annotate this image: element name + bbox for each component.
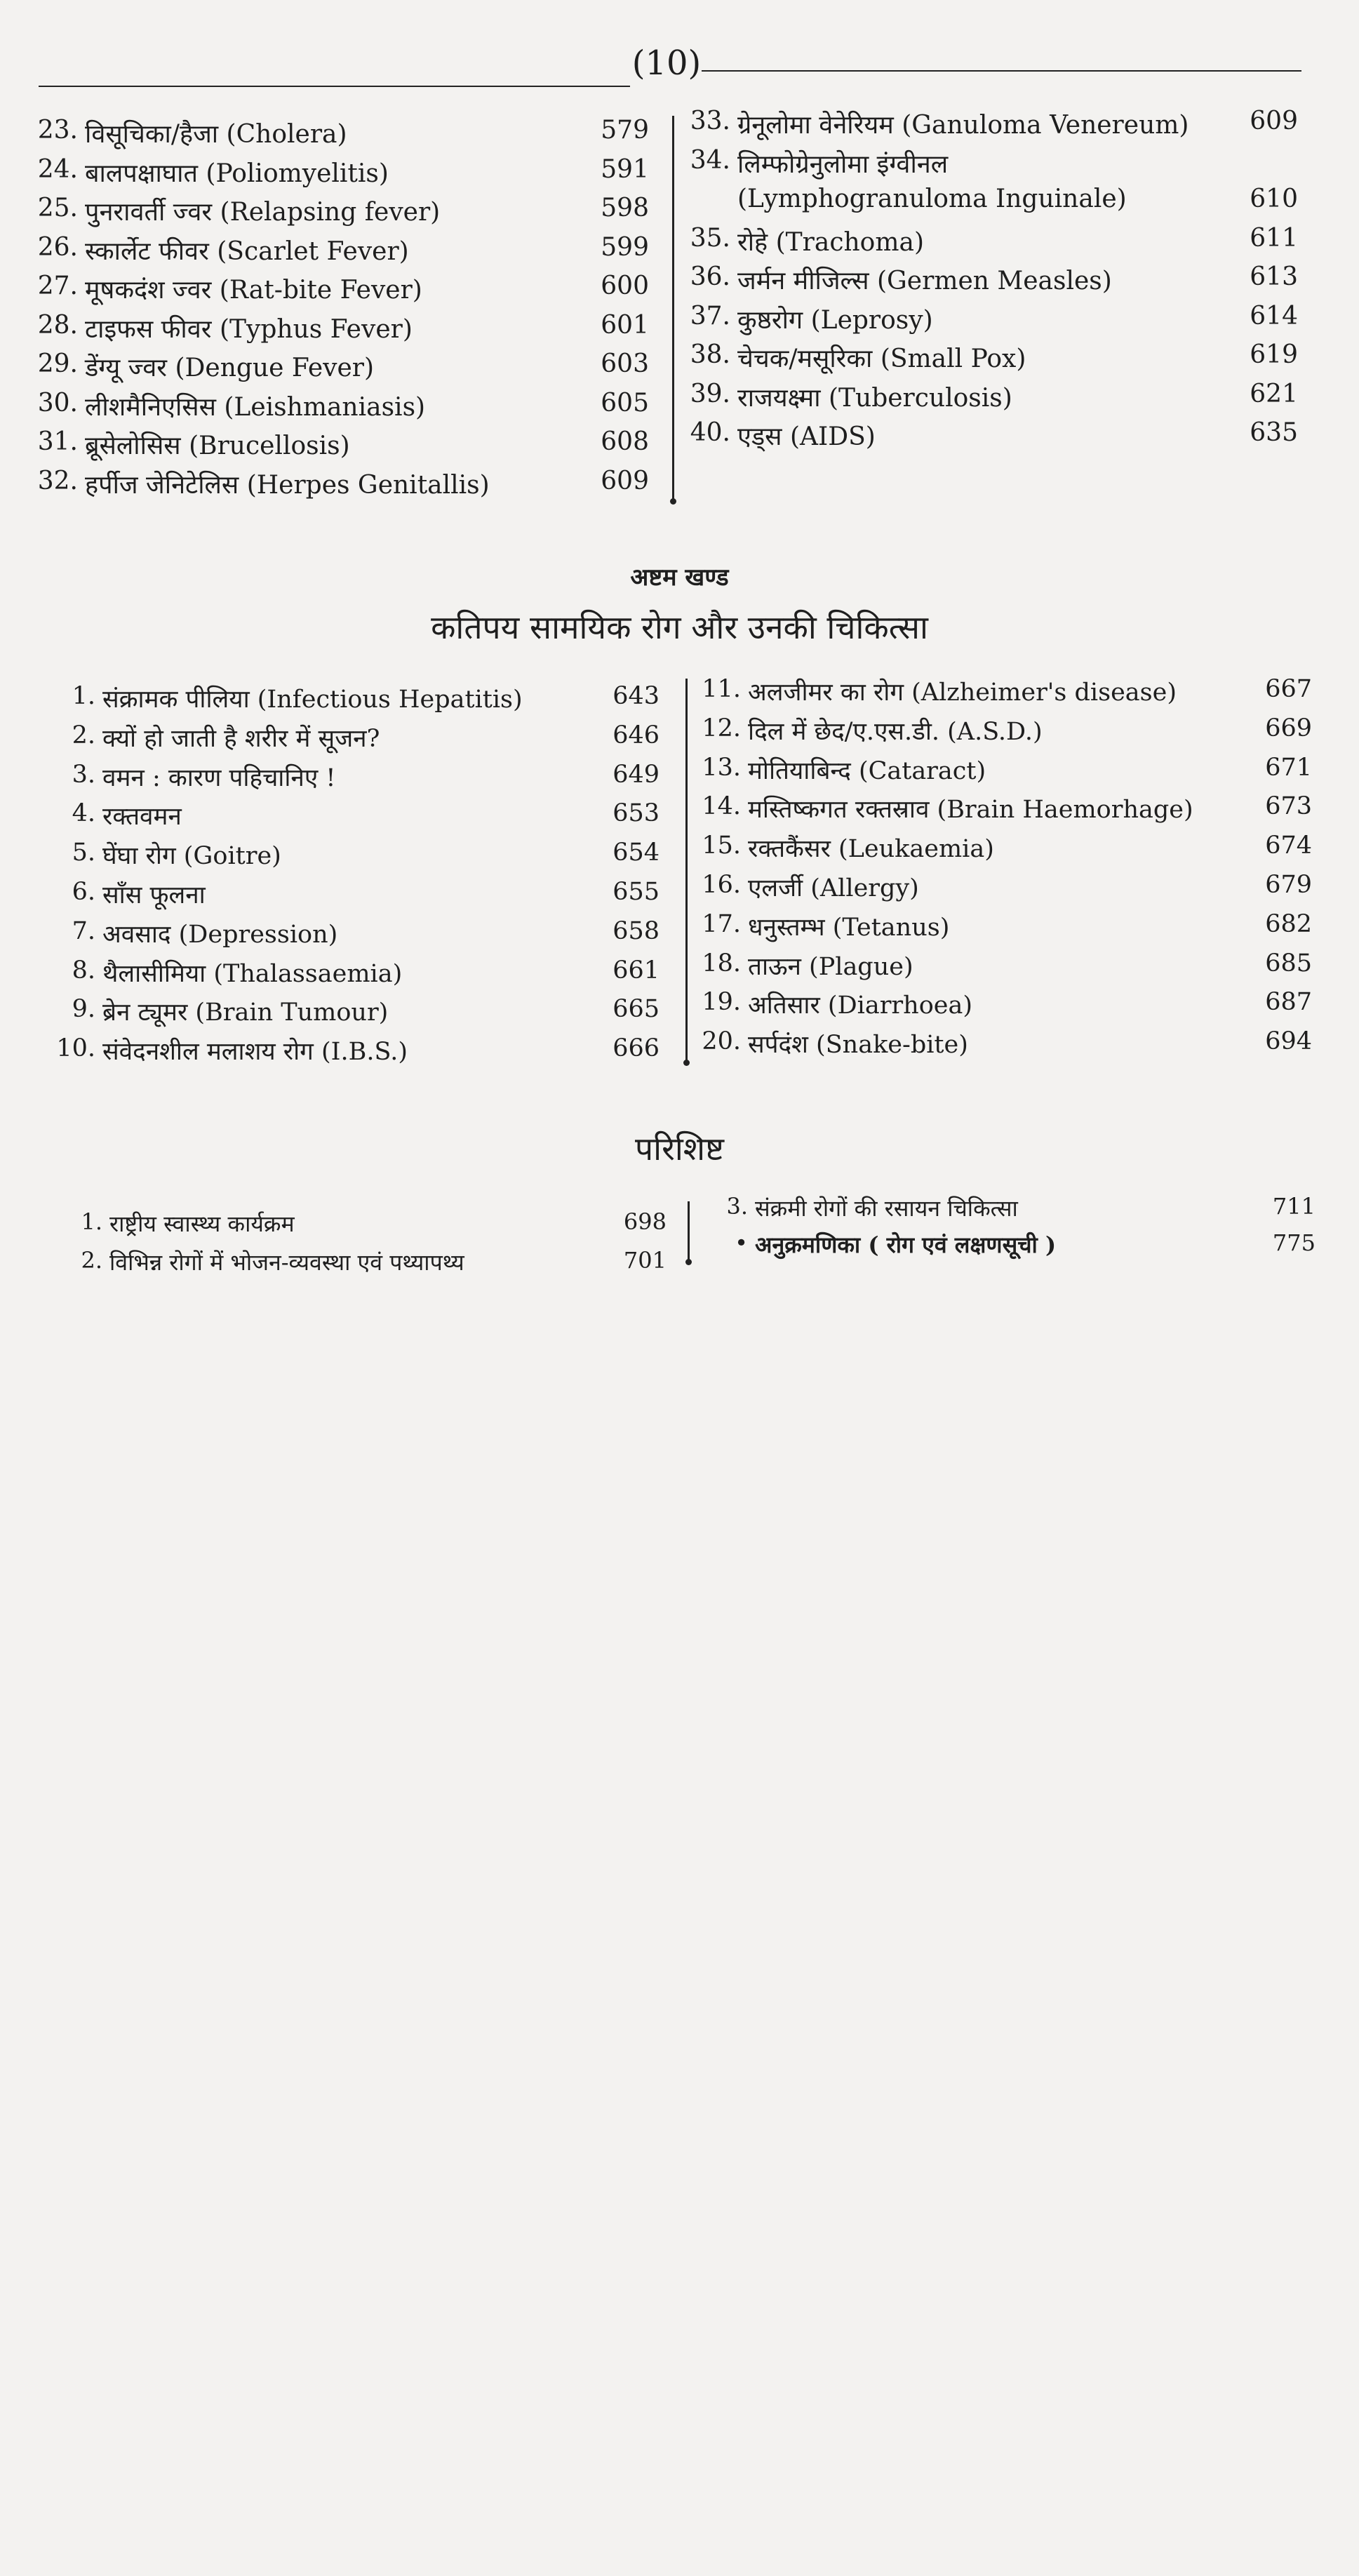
header-rule-left — [39, 86, 630, 87]
entry-title: अनुक्रमणिका ( रोग एवं लक्षणसूची ) — [755, 1232, 1057, 1258]
entry-number: 29. — [37, 349, 78, 378]
entry-page-number: 775 — [1272, 1229, 1316, 1256]
entry-title: वमन : कारण पहिचानिए ! — [102, 763, 336, 792]
entry-page-number: 671 — [1265, 753, 1312, 782]
entry-number: 30. — [37, 388, 78, 418]
entry-number: 3. — [72, 760, 95, 789]
entry-number: 18. — [702, 949, 741, 977]
entry-number: 13. — [702, 753, 741, 782]
entry-title: मोतियाबिन्द (Cataract) — [748, 756, 986, 785]
entry-title: संवेदनशील मलाशय रोग (I.B.S.) — [102, 1038, 408, 1067]
entry-number: 2. — [81, 1247, 102, 1274]
entry-title: एड्स (AIDS) — [737, 422, 876, 451]
entry-number: 17. — [702, 909, 741, 938]
entry-number: 28. — [37, 310, 78, 340]
entry-page-number: 653 — [612, 799, 660, 828]
entry-title: संक्रामक पीलिया (Infectious Hepatitis) — [102, 686, 523, 714]
entry-page-number: 654 — [612, 839, 660, 867]
toc-entry — [695, 714, 1312, 749]
entry-title: (Lymphogranuloma Inguinale) — [737, 185, 1127, 213]
entry-title: कुष्ठरोग (Leprosy) — [737, 305, 933, 335]
entry-page-number: 667 — [1265, 675, 1312, 703]
bullet-icon: • — [735, 1229, 748, 1256]
toc-entry — [684, 224, 1298, 259]
entry-page-number: 601 — [601, 310, 649, 340]
entry-title: चेचक/मसूरिका (Small Pox) — [737, 345, 1026, 373]
entry-title: बालपक्षाघात (Poliomyelitis) — [85, 159, 389, 188]
toc-entry — [695, 871, 1312, 906]
entry-page-number: 679 — [1265, 871, 1312, 899]
entry-page-number: 611 — [1250, 223, 1298, 253]
entry-title: ग्रेनूलोमा वेनेरियम (Ganuloma Venereum) — [737, 111, 1189, 140]
appendix-title: परिशिष्ट — [635, 1130, 724, 1168]
entry-page-number: 687 — [1265, 988, 1312, 1017]
entry-number: 23. — [37, 116, 78, 145]
entry-title: रोहे (Trachoma) — [737, 227, 925, 257]
entry-page-number: 635 — [1250, 418, 1298, 447]
toc-entry — [695, 949, 1312, 985]
toc-entry — [695, 754, 1312, 789]
entry-page-number: 643 — [612, 682, 660, 710]
entry-number: 33. — [690, 107, 730, 135]
entry-title: विसूचिका/हैजा (Cholera) — [85, 120, 347, 149]
toc-entry — [695, 988, 1312, 1023]
entry-number: 40. — [690, 418, 730, 447]
entry-title: अवसाद (Depression) — [102, 920, 338, 949]
entry-page-number: 685 — [1265, 949, 1312, 977]
entry-number: 1. — [72, 682, 95, 710]
entry-number: 12. — [702, 714, 741, 742]
entry-page-number: 603 — [601, 349, 649, 378]
entry-number: 36. — [690, 262, 730, 291]
entry-page-number: 666 — [612, 1034, 660, 1063]
entry-number: 4. — [72, 799, 95, 828]
entry-number: 9. — [72, 995, 95, 1024]
entry-title: एलर्जी (Allergy) — [748, 874, 919, 902]
section-title: कतिपय सामयिक रोग और उनकी चिकित्सा — [431, 608, 928, 646]
entry-number: 15. — [702, 832, 741, 860]
entry-title: धनुस्तम्भ (Tetanus) — [748, 913, 950, 942]
entry-title: डेंग्यू ज्वर (Dengue Fever) — [85, 354, 375, 382]
entry-number: 16. — [702, 871, 741, 899]
toc-entry — [695, 675, 1312, 710]
entry-title: जर्मन मीजिल्स (Germen Measles) — [737, 267, 1112, 295]
toc-entry — [684, 146, 1298, 181]
entry-title: स्कार्लेट फीवर (Scarlet Fever) — [85, 236, 409, 266]
toc-entry — [702, 1229, 1316, 1264]
entry-title: दिल में छेद/ए.एस.डी. (A.S.D.) — [748, 717, 1043, 746]
entry-title: लिम्फोग्रेनुलोमा इंग्वीनल — [737, 149, 949, 179]
entry-number: 20. — [702, 1027, 741, 1056]
toc-entry — [684, 107, 1298, 142]
entry-page-number: 579 — [601, 116, 649, 145]
entry-title: मस्तिष्कगत रक्तस्राव (Brain Haemorhage) — [748, 796, 1193, 825]
entry-page-number: 658 — [612, 916, 660, 945]
entry-title: क्यों हो जाती है शरीर में सूजन? — [102, 724, 380, 753]
entry-number: 32. — [37, 466, 78, 495]
entry-number: 6. — [72, 878, 95, 906]
entry-title: रक्तवमन — [102, 803, 182, 832]
toc-entry — [684, 380, 1298, 415]
entry-page-number: 673 — [1265, 792, 1312, 821]
toc-entry — [684, 185, 1298, 220]
entry-title: अलजीमर का रोग (Alzheimer's disease) — [748, 679, 1177, 707]
entry-number: 24. — [37, 154, 78, 184]
entry-title: लीशमैनिएसिस (Leishmaniasis) — [85, 392, 426, 422]
entry-title: ताऊन (Plague) — [748, 952, 913, 981]
entry-title: संक्रमी रोगों की रसायन चिकित्सा — [755, 1195, 1018, 1222]
entry-number: 26. — [37, 232, 78, 262]
entry-title: विभिन्न रोगों में भोजन-व्यवस्था एवं पथ्यापथ्य — [109, 1249, 464, 1276]
entry-title: राष्ट्रीय स्वास्थ्य कार्यक्रम — [109, 1210, 295, 1237]
entry-page-number: 701 — [623, 1247, 667, 1274]
entry-page-number: 609 — [601, 466, 649, 495]
entry-page-number: 669 — [1265, 714, 1312, 742]
entry-title: पुनरावर्ती ज्वर (Relapsing fever) — [85, 198, 441, 227]
entry-page-number: 608 — [601, 427, 649, 456]
entry-number: 2. — [72, 721, 95, 749]
entry-number: 3. — [726, 1193, 748, 1220]
header-rule-right — [702, 70, 1301, 72]
entry-page-number: 619 — [1250, 340, 1298, 369]
entry-number: 10. — [56, 1034, 95, 1063]
entry-number: 19. — [702, 988, 741, 1017]
entry-page-number: 599 — [601, 232, 649, 262]
entry-number: 34. — [690, 145, 730, 175]
toc-entry — [684, 302, 1298, 337]
entry-page-number: 609 — [1250, 107, 1298, 135]
entry-number: 11. — [702, 675, 741, 703]
page-number: (10) — [631, 44, 702, 83]
toc-entry — [702, 1193, 1316, 1228]
entry-number: 38. — [690, 340, 730, 369]
entry-page-number: 610 — [1250, 185, 1298, 213]
entry-page-number: 613 — [1250, 262, 1298, 291]
entry-page-number: 598 — [601, 194, 649, 222]
entry-page-number: 621 — [1250, 379, 1298, 408]
entry-title: थैलासीमिया (Thalassaemia) — [102, 959, 403, 988]
entry-page-number: 605 — [601, 388, 649, 418]
toc-entry — [695, 792, 1312, 827]
entry-page-number: 674 — [1265, 832, 1312, 860]
entry-title: हर्पीज जेनिटेलिस (Herpes Genitallis) — [85, 470, 490, 500]
entry-number: 5. — [72, 839, 95, 867]
entry-page-number: 646 — [612, 721, 660, 749]
entry-number: 1. — [81, 1208, 102, 1235]
entry-page-number: 665 — [612, 995, 660, 1024]
entry-title: सर्पदंश (Snake-bite) — [748, 1031, 968, 1060]
entry-title: मूषकदंश ज्वर (Rat-bite Fever) — [85, 276, 422, 305]
entry-number: 7. — [72, 916, 95, 945]
entry-page-number: 711 — [1272, 1193, 1316, 1220]
entry-title: अतिसार (Diarrhoea) — [748, 992, 973, 1020]
entry-number: 25. — [37, 194, 78, 222]
entry-page-number: 661 — [612, 956, 660, 985]
entry-title: साँस फूलना — [102, 881, 206, 909]
entry-number: 31. — [37, 427, 78, 456]
part-label: अष्टम खण्ड — [630, 563, 729, 592]
entry-page-number: 694 — [1265, 1027, 1312, 1056]
entry-title: रक्तकैंसर (Leukaemia) — [748, 835, 994, 864]
entry-title: घेंघा रोग (Goitre) — [102, 842, 281, 871]
entry-number: 39. — [690, 379, 730, 408]
entry-title: टाइफस फीवर (Typhus Fever) — [85, 314, 413, 344]
entry-number: 27. — [37, 272, 78, 300]
entry-page-number: 591 — [601, 154, 649, 184]
entry-page-number: 698 — [623, 1208, 667, 1235]
entry-title: राजयक्ष्मा (Tuberculosis) — [737, 383, 1012, 413]
entry-number: 35. — [690, 223, 730, 253]
entry-number: 14. — [702, 792, 741, 821]
toc-entry — [684, 418, 1298, 453]
entry-page-number: 600 — [601, 272, 649, 300]
toc-entry — [684, 262, 1298, 298]
entry-page-number: 655 — [612, 878, 660, 906]
entry-page-number: 682 — [1265, 909, 1312, 938]
entry-page-number: 614 — [1250, 301, 1298, 331]
entry-title: ब्रेन ट्यूमर (Brain Tumour) — [102, 999, 389, 1027]
toc-entry — [695, 910, 1312, 945]
entry-number: 37. — [690, 301, 730, 331]
entry-page-number: 649 — [612, 760, 660, 789]
toc-entry — [684, 340, 1298, 375]
toc-entry — [695, 832, 1312, 867]
entry-title: ब्रूसेलोसिस (Brucellosis) — [85, 432, 350, 460]
entry-number: 8. — [72, 956, 95, 985]
toc-entry — [695, 1027, 1312, 1062]
